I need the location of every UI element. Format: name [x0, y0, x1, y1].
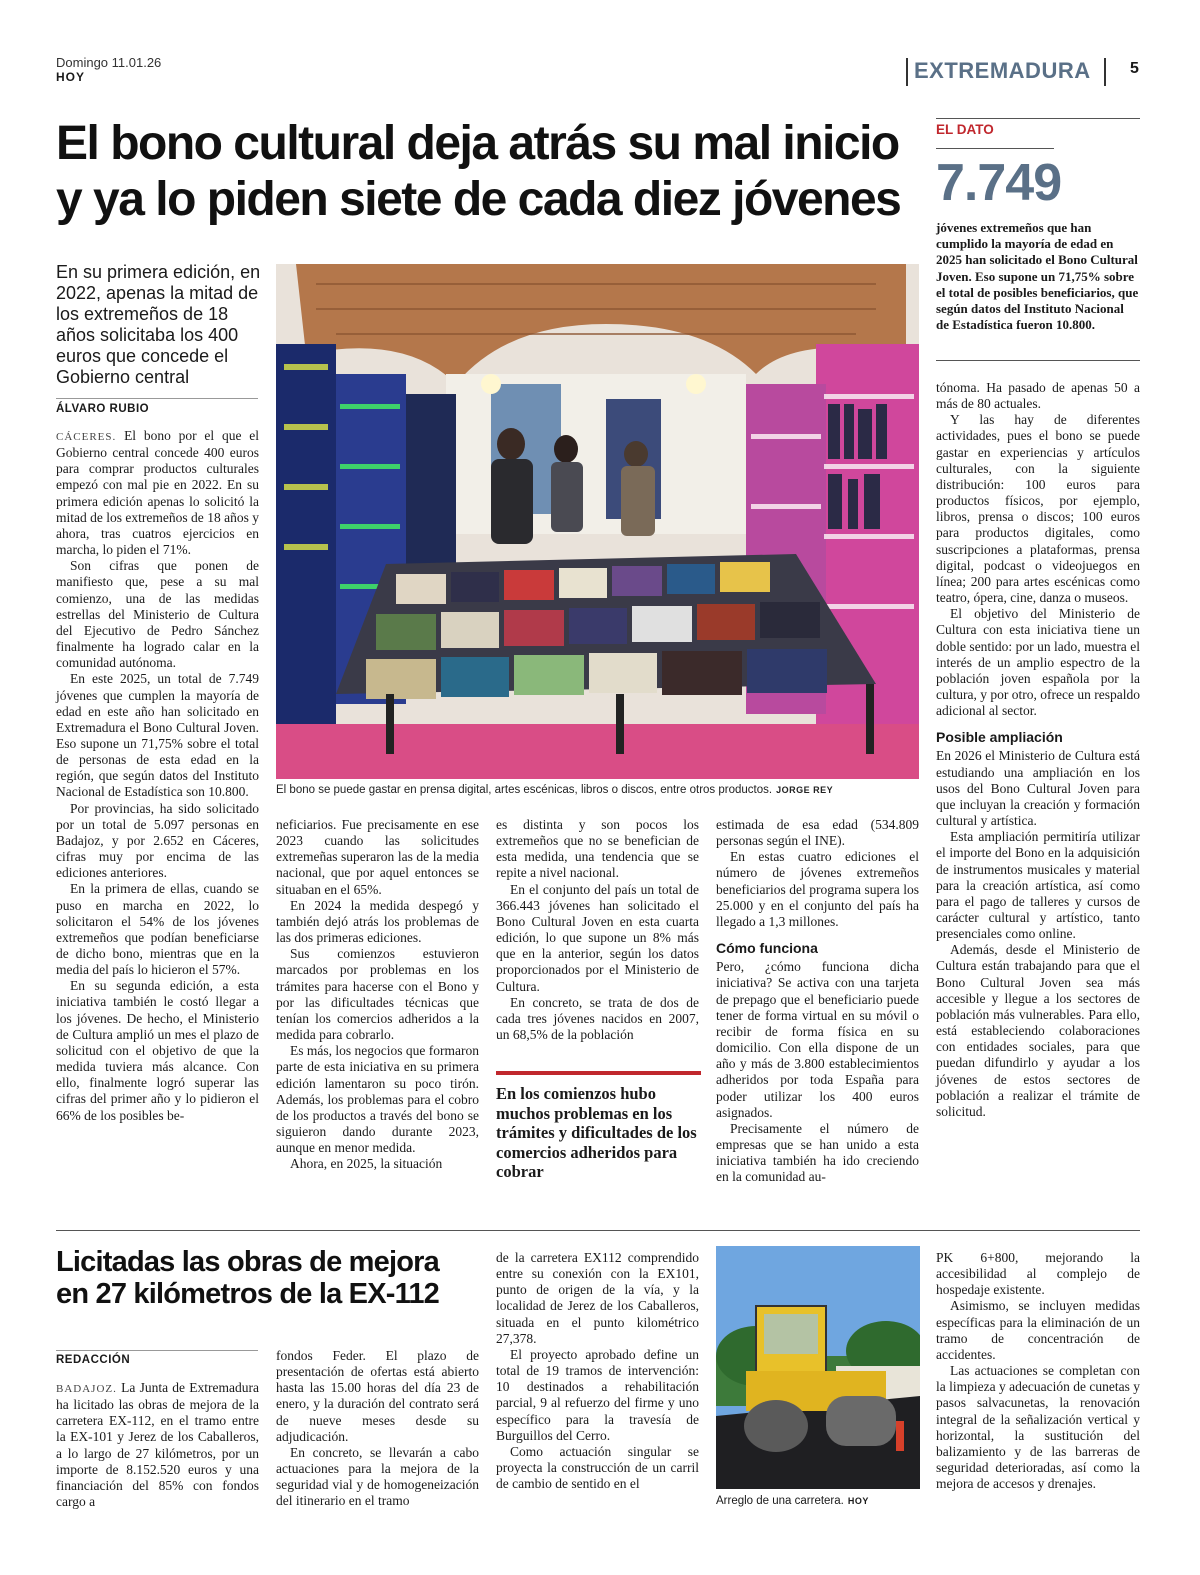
- section-name: EXTREMADURA: [914, 58, 1091, 83]
- byline-rule: [56, 1350, 258, 1351]
- paragraph: PK 6+800, mejorando la accesibilidad al complejo de hospedaje existente.: [936, 1250, 1140, 1298]
- paragraph: tónoma. Ha pasado de apenas 50 a más de 80 actuales.: [936, 380, 1140, 412]
- paragraph: En concreto, se llevarán a cabo actuaciones para la mejora de la seguridad vial y de homogeneización del itinerario en el tramo: [276, 1444, 479, 1509]
- dateline: BADAJOZ.: [56, 1383, 117, 1395]
- second-headline: Licitadas las obras de mejora en 27 kilómetros de la EX-112: [56, 1246, 439, 1310]
- second-column-1: [56, 1380, 259, 1510]
- photo-caption: [276, 784, 919, 796]
- dato-text: jóvenes extremeños que han cumplido la mayoría de edad en 2025 han solicitado el Bono Cultural Joven. Eso supone un 71,75% sobre el total de posibles beneficiarios, que según datos del Instituto Nacional de Estadística fueron 10.800.: [936, 220, 1139, 333]
- paragraph: Sus comienzos estuvieron marcados por problemas en los trámites para hacerse con el Bono y por las dificultades técnicas que tenían los comercios adheridos a la medida para cobrarlo.: [276, 946, 479, 1043]
- paragraph: En este 2025, un total de 7.749 jóvenes que cumplen la mayoría de edad en este año han solicitado en Extremadura el Bono Cultural Joven. Eso supone un 71,75% sobre el total de personas de esta edad en la región, que según datos del Instituto Nacional de Estadística son 10.800.: [56, 671, 259, 800]
- page-number: 5: [1130, 60, 1139, 77]
- paragraph: En 2024 la medida despegó y también dejó atrás los problemas de las dos primeras ediciones.: [276, 897, 479, 946]
- paragraph: Por provincias, ha sido solicitado por un total de 5.097 personas en Badajoz, y por 2.652 en Cáceres, cifras muy por encima de las ediciones anteriores.: [56, 800, 259, 881]
- headline-line: y ya lo piden siete de cada diez jóvenes: [56, 173, 901, 226]
- paragraph: Precisamente el número de empresas que se han unido a esta iniciativa también ha ido creciendo en la comunidad au-: [716, 1120, 919, 1185]
- headline-line: El bono cultural deja atrás su mal inicio: [56, 117, 899, 170]
- photo-caption: [716, 1495, 926, 1507]
- paragraph: En su segunda edición, a esta iniciativa también le costó llegar a los jóvenes. De hecho, el Ministerio de Cultura amplió un mes el plazo de solicitud con el objetivo de que la medida tuviera más alcance. Con ello, finalmente logró superar las cifras del primer año y lo pidieron el 66% de los posibles be-: [56, 978, 259, 1123]
- road-works-photo: [716, 1246, 920, 1489]
- paragraph: Ahora, en 2025, la situación: [290, 1156, 443, 1172]
- section-heading: Cómo funciona: [716, 940, 818, 957]
- paragraph: fondos Feder. El plazo de presentación de ofertas está abierto hasta las 15.00 horas del día 23 de enero, y la duración del contrato será de nueve meses desde su adjudicación.: [276, 1348, 479, 1444]
- caption-text: El bono se puede gastar en prensa digital, artes escénicas, libros o discos, entre otros productos.: [276, 784, 773, 796]
- paragraph: En estas cuatro ediciones el número de jóvenes extremeños beneficiarios del programa supera los 25.000 y en el conjunto del país ha llegado a 1,3 millones.: [716, 849, 919, 929]
- paragraph: Es más, los negocios que formaron parte de esta iniciativa en su primera edición lamentaron su poco tirón. Además, los problemas para el cobro de los productos a través del bono se siguieron dando durante 2023, aunque en menor medida.: [276, 1043, 479, 1156]
- second-column-3: [496, 1250, 699, 1492]
- dateline: CÁCERES.: [56, 431, 117, 443]
- dato-label: EL DATO: [936, 122, 994, 137]
- paragraph: [56, 1380, 259, 1510]
- dato-rule: [936, 148, 1054, 149]
- paragraph: Y las hay de diferentes actividades, pues el bono se puede gastar en experiencias y artículos culturales, con la siguiente distribución: 100 euros para productos físicos, por ejemplo, libros, prensa o discos; 100 euros para productos digitales, como suscripciones a plataformas, prensa digital, podcast o videojuegos en línea; 200 para artes escénicas como teatro, ópera, cine, danza o museos.: [936, 412, 1140, 606]
- main-headline: [56, 116, 916, 228]
- paragraph: En el conjunto del país un total de 366.443 jóvenes han solicitado el Bono Cultural Joven en esta cuarta edición, lo que supone un 8% más que en la anterior, según los datos proporcionados por el Ministerio de Cultura.: [496, 881, 699, 994]
- paragraph: En la primera de ellas, cuando se puso en marcha en 2022, lo solicitaron el 54% de los jóvenes extremeños que podían beneficiarse de dicho bono, mientras que en la media del país lo hicieron el 57%.: [56, 881, 259, 978]
- pullquote-rule: [496, 1071, 701, 1075]
- article-column-5: [936, 380, 1140, 1120]
- article-column-3: [496, 817, 699, 1043]
- paragraph-text: La Junta de Extremadura ha licitado las obras de mejora de la carretera EX-112, en el tramo entre la EX-101 y Jerez de los Caballeros, a lo largo de 27 kilómetros, por un importe de 8.152.520 euros y una financiación del 85% con fondos cargo a: [56, 1380, 259, 1510]
- subheadline: En su primera edición, en 2022, apenas la mitad de los extremeños de 18 años solicitaba los 400 euros que concede el Gobierno central: [56, 262, 261, 387]
- article-column-1: [56, 428, 259, 1124]
- photo-credit: HOY: [847, 1496, 869, 1506]
- caption-text: Arreglo de una carretera.: [716, 1495, 844, 1507]
- paragraph: neficiarios. Fue precisamente en ese 2023 cuando las solicitudes extremeñas superaron las de la media nacional, que por aquel entonces se situaban en el 65%.: [276, 817, 479, 897]
- paragraph: Son cifras que ponen de manifiesto que, pese a su mal comienzo, una de las medidas estrellas del Ministerio de Cultura del Ejecutivo de Pedro Sánchez finalmente ha logrado calar en la comunidad autónoma.: [56, 558, 259, 671]
- second-column-2: [276, 1348, 479, 1510]
- dato-number: 7.749: [936, 154, 1062, 212]
- pullquote: En los comienzos hubo muchos problemas en los trámites y dificultades de los comercios adheridos para cobrar: [496, 1084, 697, 1181]
- section-divider: [906, 58, 908, 86]
- paragraph-text: El bono por el que el Gobierno central concede 400 euros para comprar productos culturales empezó con mal pie en 2022. En su primera edición apenas lo solicitó la mitad de los extremeños de 18 años y ahora, tras cuatros ejercicios en marcha, lo piden el 71%.: [56, 428, 259, 558]
- paragraph: de la carretera EX112 comprendido entre su conexión con la EX101, punto de origen de la vía, y la localidad de Jerez de los Caballeros, situada en el punto kilométrico 27,378.: [496, 1250, 699, 1346]
- paragraph: Además, desde el Ministerio de Cultura están trabajando para que el Bono Cultural Joven sea más accesible y llegue a los sectores de población más vulnerables. Para ello, está estableciendo colaboraciones con entidades sociales, para que puedan difundirlo y ayudar a los jóvenes de estos sectores de población a realizar el trámite de solicitud.: [936, 942, 1140, 1119]
- newspaper-name: HOY: [56, 70, 86, 84]
- paragraph: En 2026 el Ministerio de Cultura está estudiando una ampliación en los usos del Bono Cultural Joven para que incluyan la creación y formación cultural y artística.: [936, 748, 1140, 829]
- dato-rule: [936, 118, 1140, 119]
- second-column-5: [936, 1250, 1140, 1492]
- byline: ÁLVARO RUBIO: [56, 403, 150, 415]
- paragraph: Esta ampliación permitiría utilizar el importe del Bono en la adquisición de instrumentos musicales y material para la creación artística, así como para el pago de talleres y cursos de carácter cultural y artístico, tanto presenciales como online.: [936, 829, 1140, 942]
- paragraph: Las actuaciones se completan con la limpieza y adecuación de cunetas y pasos salvacunetas, la renovación integral de la señalización vertical y horizontal, la sustitución del balizamiento y de las barreras de seguridad deterioradas, así como la mejora de accesos y drenajes.: [936, 1363, 1140, 1492]
- paragraph: Como actuación singular se proyecta la construcción de un carril de cambio de sentido en el: [496, 1443, 699, 1492]
- paragraph: Pero, ¿cómo funciona dicha iniciativa? Se activa con una tarjeta de prepago que el beneficiario puede tener de forma virtual en su móvil o recibir de forma física en su domicilio. Con ella dispone de un año y más de 3.800 establecimientos adheridos por toda España para poder utilizar los 400 euros asignados.: [716, 959, 919, 1120]
- paragraph: El proyecto aprobado define un total de 19 tramos de intervención: 10 destinados a rehabilitación parcial, 9 al refuerzo del firme y uno específico para la travesía de Burguillos del Cerro.: [496, 1346, 699, 1443]
- byline-rule: [56, 398, 258, 399]
- issue-date: Domingo 11.01.26: [56, 55, 162, 70]
- paragraph: [56, 428, 259, 558]
- section-heading: Posible ampliación: [936, 729, 1063, 746]
- byline: REDACCIÓN: [56, 1354, 131, 1366]
- dato-rule: [936, 360, 1140, 361]
- paragraph: El objetivo del Ministerio de Cultura con esta iniciativa tiene un doble sentido: por un lado, muestra el interés de un amplio espectro de la población joven española por la cultura, y por otro, ofrece un respaldo adicional al sector.: [936, 606, 1140, 719]
- story-divider: [56, 1230, 1140, 1231]
- paragraph: En concreto, se trata de dos de cada tres jóvenes nacidos en 2007, un 68,5% de la población: [496, 994, 699, 1043]
- paragraph: estimada de esa edad (534.809 personas según el INE).: [716, 817, 919, 849]
- article-column-2: [276, 817, 479, 1172]
- bookstore-photo: [276, 264, 919, 779]
- section-divider: [1104, 58, 1106, 86]
- photo-credit: JORGE REY: [776, 785, 834, 795]
- paragraph: es distinta y son pocos los extremeños que no se benefician de esta medida, una tendencia que se repite a nivel nacional.: [496, 817, 699, 881]
- article-column-4: [716, 817, 919, 1185]
- paragraph: Asimismo, se incluyen medidas específicas para la eliminación de un tramo de concentración de accidentes.: [936, 1298, 1140, 1362]
